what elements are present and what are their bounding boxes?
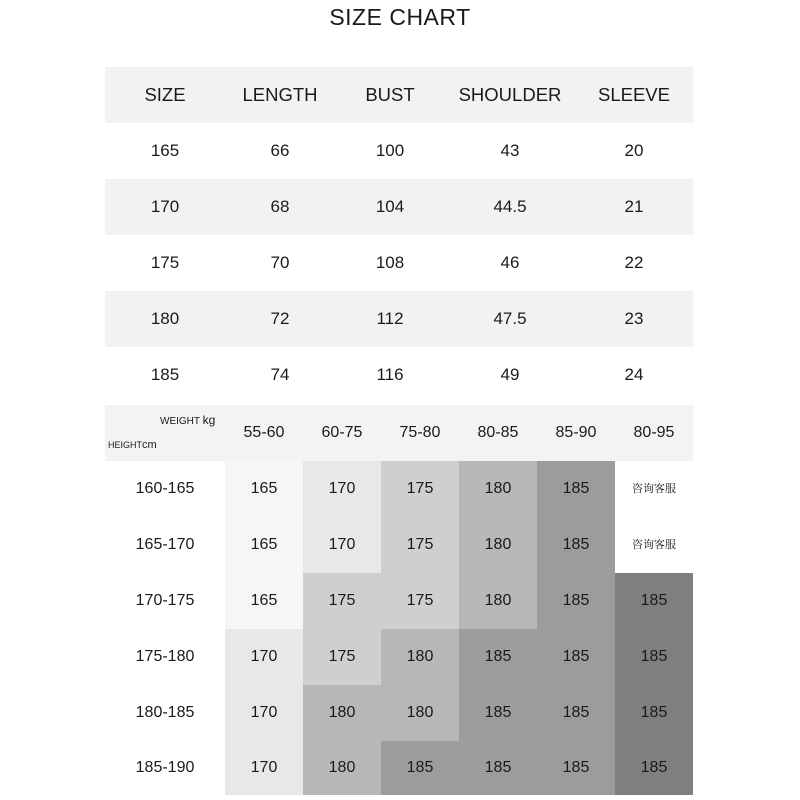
recommended-size: 185 bbox=[537, 741, 615, 795]
height-label: HEIGHT bbox=[108, 440, 143, 450]
recommended-size: 175 bbox=[381, 461, 459, 517]
table-row bbox=[105, 123, 693, 179]
recommended-size: 185 bbox=[615, 685, 693, 741]
table-row bbox=[105, 235, 693, 291]
table-row bbox=[105, 629, 693, 685]
header-sleeve: SLEEVE bbox=[598, 84, 670, 105]
recommended-size: 180 bbox=[303, 741, 381, 795]
cell-sleeve: 23 bbox=[624, 309, 644, 328]
height-unit: cm bbox=[142, 439, 157, 451]
recommended-size: 185 bbox=[537, 517, 615, 573]
recommended-size: 180 bbox=[459, 517, 537, 573]
recommended-size: 165 bbox=[225, 573, 303, 629]
cell-shoulder: 46 bbox=[500, 253, 520, 272]
recommended-size: 175 bbox=[303, 629, 381, 685]
cell-sleeve: 22 bbox=[624, 253, 644, 272]
header-shoulder: SHOULDER bbox=[458, 84, 562, 105]
height-range: 165-170 bbox=[105, 517, 225, 573]
table-row bbox=[105, 461, 693, 517]
weight-label: WEIGHT bbox=[160, 416, 200, 427]
cell-bust: 104 bbox=[375, 197, 405, 216]
weight-range: 85-90 bbox=[555, 424, 597, 441]
fit-grid-body bbox=[105, 461, 693, 795]
height-range: 180-185 bbox=[105, 685, 225, 741]
size-table bbox=[105, 67, 693, 403]
height-range: 175-180 bbox=[105, 629, 225, 685]
fit-grid bbox=[105, 405, 693, 795]
weight-range: 80-85 bbox=[477, 424, 519, 441]
recommended-size: 咨询客服 bbox=[615, 517, 693, 573]
recommended-size: 180 bbox=[459, 573, 537, 629]
table-row bbox=[105, 685, 693, 741]
cell-length: 74 bbox=[270, 365, 290, 384]
cell-size: 185 bbox=[150, 365, 180, 384]
recommended-size: 185 bbox=[381, 741, 459, 795]
table-row bbox=[105, 517, 693, 573]
cell-sleeve: 24 bbox=[624, 365, 644, 384]
cell-bust: 116 bbox=[376, 365, 404, 384]
recommended-size: 185 bbox=[537, 573, 615, 629]
recommended-size: 175 bbox=[303, 573, 381, 629]
height-range: 185-190 bbox=[105, 741, 225, 795]
table-row bbox=[105, 291, 693, 347]
cell-length: 72 bbox=[270, 309, 290, 328]
header-bust: BUST bbox=[365, 84, 415, 105]
table-row bbox=[105, 573, 693, 629]
height-range: 160-165 bbox=[105, 461, 225, 517]
cell-size: 175 bbox=[150, 253, 180, 272]
recommended-size: 170 bbox=[303, 461, 381, 517]
weight-range: 80-95 bbox=[633, 424, 675, 441]
recommended-size: 165 bbox=[225, 517, 303, 573]
recommended-size: 185 bbox=[459, 741, 537, 795]
recommended-size: 170 bbox=[303, 517, 381, 573]
recommended-size: 180 bbox=[303, 685, 381, 741]
cell-shoulder: 47.5 bbox=[493, 309, 527, 328]
weight-range: 55-60 bbox=[243, 424, 285, 441]
header-length: LENGTH bbox=[242, 84, 318, 105]
cell-size: 180 bbox=[150, 309, 180, 328]
weight-unit: kg bbox=[202, 413, 216, 427]
height-range: 170-175 bbox=[105, 573, 225, 629]
weight-range: 75-80 bbox=[399, 424, 441, 441]
cell-shoulder: 49 bbox=[500, 365, 520, 384]
table-row bbox=[105, 179, 693, 235]
recommended-size: 185 bbox=[537, 629, 615, 685]
size-table-header bbox=[105, 67, 693, 123]
recommended-size: 170 bbox=[225, 629, 303, 685]
recommended-size: 180 bbox=[381, 685, 459, 741]
recommended-size: 175 bbox=[381, 573, 459, 629]
recommended-size: 165 bbox=[225, 461, 303, 517]
recommended-size: 185 bbox=[459, 629, 537, 685]
recommended-size: 185 bbox=[537, 461, 615, 517]
table-row bbox=[105, 741, 693, 795]
table-row bbox=[105, 347, 693, 403]
cell-sleeve: 21 bbox=[624, 197, 644, 216]
cell-size: 165 bbox=[150, 141, 180, 160]
recommended-size: 180 bbox=[459, 461, 537, 517]
fit-grid-header bbox=[105, 405, 693, 461]
recommended-size: 咨询客服 bbox=[615, 461, 693, 517]
recommended-size: 185 bbox=[537, 685, 615, 741]
cell-length: 66 bbox=[270, 141, 290, 160]
cell-bust: 112 bbox=[376, 309, 404, 328]
recommended-size: 185 bbox=[459, 685, 537, 741]
recommended-size: 185 bbox=[615, 629, 693, 685]
recommended-size: 185 bbox=[615, 573, 693, 629]
cell-size: 170 bbox=[150, 197, 180, 216]
recommended-size: 180 bbox=[381, 629, 459, 685]
cell-shoulder: 44.5 bbox=[493, 197, 527, 216]
cell-sleeve: 20 bbox=[624, 141, 644, 160]
recommended-size: 170 bbox=[225, 685, 303, 741]
grid-corner bbox=[105, 405, 225, 461]
recommended-size: 185 bbox=[615, 741, 693, 795]
page-title: SIZE CHART bbox=[329, 4, 471, 30]
weight-range: 60-75 bbox=[321, 424, 363, 441]
recommended-size: 170 bbox=[225, 741, 303, 795]
cell-bust: 108 bbox=[375, 253, 405, 272]
weight-axis-label bbox=[160, 414, 215, 428]
cell-length: 70 bbox=[270, 253, 290, 272]
header-size: SIZE bbox=[144, 84, 186, 105]
recommended-size: 175 bbox=[381, 517, 459, 573]
cell-length: 68 bbox=[270, 197, 290, 216]
cell-bust: 100 bbox=[375, 141, 405, 160]
height-axis-label bbox=[108, 439, 157, 451]
cell-shoulder: 43 bbox=[500, 141, 520, 160]
